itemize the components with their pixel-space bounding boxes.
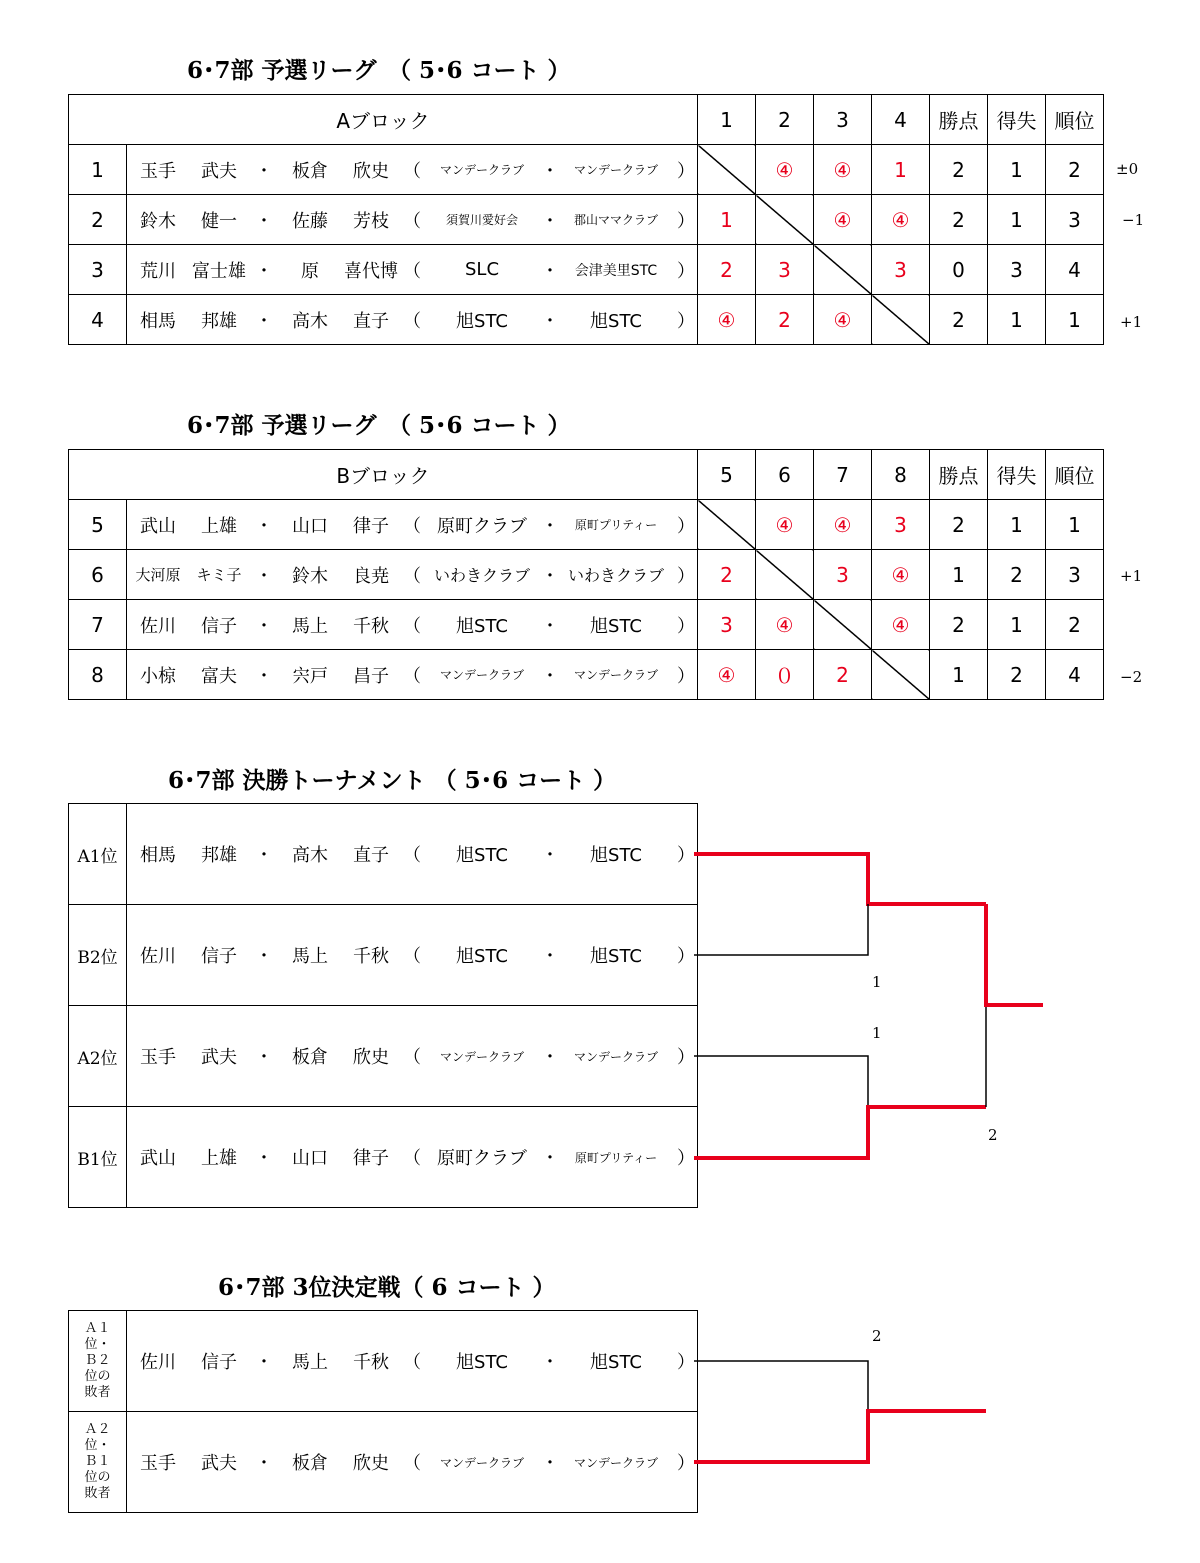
- club-name: マンデークラブ: [439, 163, 524, 177]
- player-given: 喜代博: [344, 260, 398, 282]
- club-name: マンデークラブ: [439, 668, 524, 682]
- points-header: 勝点: [930, 95, 988, 145]
- match-result: ④: [872, 550, 930, 600]
- col-num: 6: [756, 450, 814, 500]
- club-name: いわきクラブ: [567, 566, 664, 585]
- col-num: 5: [698, 450, 756, 500]
- entry-number: 6: [69, 550, 127, 600]
- match-result: 1: [872, 145, 930, 195]
- points-value: 0: [930, 245, 988, 295]
- seed-label: A2位: [69, 1006, 127, 1107]
- player-given: 直子: [353, 845, 389, 866]
- col-num: 7: [814, 450, 872, 500]
- entry-number: 3: [69, 245, 127, 295]
- separator-dot: ・: [255, 1148, 273, 1169]
- player-given: 千秋: [353, 946, 389, 967]
- points-header: 勝点: [930, 450, 988, 500]
- separator-dot: ・: [255, 615, 273, 637]
- seed-label: A1位: [69, 804, 127, 905]
- col-num: 2: [756, 95, 814, 145]
- paren-open: （: [403, 1453, 421, 1474]
- match-result: 2: [756, 295, 814, 345]
- seed-text: Ａ１位・Ｂ２位の敗者: [84, 1321, 111, 1400]
- player-surname: 板倉: [292, 1047, 328, 1068]
- player-given: キミ子: [196, 566, 242, 584]
- rank-value: 1: [1046, 295, 1104, 345]
- separator-dot: ・: [541, 565, 559, 587]
- block-label: Aブロック: [69, 95, 698, 145]
- match-result: ④: [814, 145, 872, 195]
- paren-close: ）: [677, 260, 695, 282]
- club-name: マンデークラブ: [439, 1049, 524, 1064]
- player-given: 武夫: [201, 1047, 237, 1068]
- player-given: 邦雄: [201, 310, 237, 332]
- diff-value: 1: [988, 600, 1046, 650]
- block-a-title: 6･7部 予選リーグ （ 5･6 コート ）: [187, 57, 571, 84]
- separator-dot: ・: [255, 260, 273, 282]
- separator-dot: ・: [541, 260, 559, 282]
- separator-dot: ・: [255, 515, 273, 537]
- player-surname: 鈴木: [140, 210, 176, 232]
- club-name: 旭STC: [590, 946, 642, 967]
- match-result: 1: [698, 195, 756, 245]
- rank-value: 2: [1046, 600, 1104, 650]
- points-value: 1: [930, 550, 988, 600]
- adjustment-note: +1: [1120, 567, 1143, 585]
- points-value: 2: [930, 145, 988, 195]
- separator-dot: ・: [255, 1047, 273, 1068]
- player-surname: 山口: [292, 1148, 328, 1169]
- score-label: 2: [872, 1327, 882, 1345]
- player-surname: 玉手: [140, 160, 176, 182]
- player-surname: 山口: [292, 515, 328, 537]
- player-given: 直子: [353, 310, 389, 332]
- player-surname: 玉手: [140, 1453, 176, 1474]
- paren-close: ）: [677, 615, 695, 637]
- points-value: 2: [930, 600, 988, 650]
- bracket-line-loser: [694, 904, 868, 955]
- match-result: 3: [814, 550, 872, 600]
- rank-value: 4: [1046, 245, 1104, 295]
- separator-dot: ・: [255, 946, 273, 967]
- club-name: 旭STC: [456, 1352, 508, 1373]
- col-num: 8: [872, 450, 930, 500]
- separator-dot: ・: [541, 1148, 559, 1169]
- match-result: ④: [814, 295, 872, 345]
- club-name: マンデークラブ: [439, 1455, 524, 1470]
- entry-number: 5: [69, 500, 127, 550]
- paren-close: ）: [677, 310, 695, 332]
- rank-header: 順位: [1046, 450, 1104, 500]
- player-given: 千秋: [353, 1352, 389, 1373]
- club-name: 会津美里STC: [574, 262, 658, 279]
- club-name: 旭STC: [456, 946, 508, 967]
- match-result: ④: [872, 600, 930, 650]
- seed-label: B2位: [69, 905, 127, 1006]
- paren-close: ）: [677, 1453, 695, 1474]
- match-result: ④: [814, 195, 872, 245]
- player-surname: 佐川: [140, 1352, 176, 1373]
- third-title: 6･7部 3位決定戦（ 6 コート ）: [218, 1274, 556, 1301]
- entry-number: 7: [69, 600, 127, 650]
- separator-dot: ・: [255, 1453, 273, 1474]
- separator-dot: ・: [255, 210, 273, 232]
- player-surname: 佐川: [140, 615, 176, 637]
- player-surname: 高木: [292, 310, 328, 332]
- diff-value: 2: [988, 550, 1046, 600]
- player-given: 律子: [353, 515, 389, 537]
- points-value: 2: [930, 195, 988, 245]
- player-given: 信子: [201, 1352, 237, 1373]
- col-num: 4: [872, 95, 930, 145]
- club-name: 原町プリティー: [574, 1150, 658, 1165]
- separator-dot: ・: [255, 565, 273, 587]
- rank-header: 順位: [1046, 95, 1104, 145]
- separator-dot: ・: [255, 665, 273, 687]
- separator-dot: ・: [541, 946, 559, 967]
- separator-dot: ・: [541, 845, 559, 866]
- player-given: 信子: [201, 615, 237, 637]
- paren-open: （: [403, 310, 421, 332]
- paren-open: （: [403, 665, 421, 687]
- separator-dot: ・: [541, 1352, 559, 1373]
- match-result: 2: [698, 550, 756, 600]
- player-surname: 馬上: [292, 946, 328, 967]
- separator-dot: ・: [541, 515, 559, 537]
- player-surname: 馬上: [292, 615, 328, 637]
- club-name: 須賀川愛好会: [445, 213, 518, 227]
- match-result: ④: [872, 195, 930, 245]
- player-surname: 小椋: [140, 665, 176, 687]
- club-name: マンデークラブ: [573, 163, 658, 177]
- paren-open: （: [403, 1352, 421, 1373]
- club-name: 旭STC: [590, 845, 642, 866]
- score-label: 1: [872, 973, 882, 991]
- bracket-line-winner: [694, 1107, 986, 1158]
- club-name: 原町クラブ: [437, 515, 527, 537]
- diff-value: 1: [988, 145, 1046, 195]
- player-given: 上雄: [201, 1148, 237, 1169]
- adjustment-note: −2: [1120, 668, 1143, 686]
- paren-close: ）: [677, 1148, 695, 1169]
- club-name: 旭STC: [590, 310, 642, 332]
- paren-open: （: [403, 1047, 421, 1068]
- separator-dot: ・: [541, 615, 559, 637]
- match-result: ④: [698, 650, 756, 700]
- player-surname: 玉手: [140, 1047, 176, 1068]
- player-surname: 高木: [292, 845, 328, 866]
- paren-close: ）: [677, 210, 695, 232]
- club-name: 旭STC: [590, 1352, 642, 1373]
- col-num: 1: [698, 95, 756, 145]
- player-given: 邦雄: [201, 845, 237, 866]
- club-name: 旭STC: [456, 615, 508, 637]
- points-value: 1: [930, 650, 988, 700]
- separator-dot: ・: [541, 160, 559, 182]
- diff-header: 得失: [988, 95, 1046, 145]
- player-given: 富士雄: [192, 260, 246, 282]
- bracket-line-loser: [694, 1056, 868, 1107]
- entry-number: 2: [69, 195, 127, 245]
- rank-value: 4: [1046, 650, 1104, 700]
- club-name: マンデークラブ: [573, 668, 658, 682]
- player-surname: 板倉: [292, 160, 328, 182]
- player-given: 芳枝: [353, 210, 389, 232]
- separator-dot: ・: [255, 160, 273, 182]
- player-given: 武夫: [201, 160, 237, 182]
- paren-open: （: [403, 160, 421, 182]
- diff-header: 得失: [988, 450, 1046, 500]
- player-surname: 佐川: [140, 946, 176, 967]
- paren-close: ）: [677, 565, 695, 587]
- paren-open: （: [403, 210, 421, 232]
- adjustment-note: ±0: [1116, 160, 1139, 178]
- player-surname: 荒川: [140, 260, 176, 282]
- paren-close: ）: [677, 160, 695, 182]
- club-name: マンデークラブ: [573, 1455, 658, 1470]
- player-given: 欣史: [353, 1047, 389, 1068]
- diff-value: 1: [988, 500, 1046, 550]
- player-given: 律子: [353, 1148, 389, 1169]
- match-result: 3: [872, 245, 930, 295]
- block-b-title: 6･7部 予選リーグ （ 5･6 コート ）: [187, 412, 571, 439]
- separator-dot: ・: [541, 665, 559, 687]
- separator-dot: ・: [541, 310, 559, 332]
- match-result: 3: [756, 245, 814, 295]
- entry-number: 4: [69, 295, 127, 345]
- player-surname: 馬上: [292, 1352, 328, 1373]
- player-surname: 佐藤: [292, 210, 328, 232]
- points-value: 2: [930, 500, 988, 550]
- club-name: SLC: [464, 259, 500, 280]
- club-name: 郡山ママクラブ: [573, 213, 658, 227]
- player-surname: 相馬: [140, 310, 176, 332]
- player-given: 信子: [201, 946, 237, 967]
- player-surname: 武山: [140, 515, 176, 537]
- rank-value: 1: [1046, 500, 1104, 550]
- match-result: 2: [814, 650, 872, 700]
- diff-value: 1: [988, 195, 1046, 245]
- paren-open: （: [403, 946, 421, 967]
- separator-dot: ・: [255, 845, 273, 866]
- separator-dot: ・: [541, 210, 559, 232]
- player-given: 昌子: [353, 665, 389, 687]
- match-result: 2: [698, 245, 756, 295]
- match-result: 3: [698, 600, 756, 650]
- entry-number: 8: [69, 650, 127, 700]
- paren-open: （: [403, 1148, 421, 1169]
- diff-value: 2: [988, 650, 1046, 700]
- bracket-line-winner: [694, 1411, 986, 1462]
- player-given: 富夫: [201, 665, 237, 687]
- player-given: 千秋: [353, 615, 389, 637]
- rank-value: 3: [1046, 550, 1104, 600]
- seed-text: Ａ２位・Ｂ１位の敗者: [84, 1422, 111, 1501]
- bracket-line-winner: [694, 854, 986, 904]
- player-given: 良尭: [353, 565, 389, 587]
- player-surname: 原: [301, 260, 319, 282]
- match-result: 3: [872, 500, 930, 550]
- paren-close: ）: [677, 665, 695, 687]
- player-surname: 大河原: [135, 566, 181, 584]
- block-label: Bブロック: [69, 450, 698, 500]
- match-result: ④: [756, 500, 814, 550]
- player-surname: 相馬: [140, 845, 176, 866]
- paren-close: ）: [677, 1047, 695, 1068]
- separator-dot: ・: [255, 310, 273, 332]
- player-surname: 武山: [140, 1148, 176, 1169]
- player-surname: 鈴木: [292, 565, 328, 587]
- club-name: いわきクラブ: [433, 566, 530, 585]
- paren-close: ）: [677, 515, 695, 537]
- paren-close: ）: [677, 845, 695, 866]
- separator-dot: ・: [541, 1453, 559, 1474]
- player-surname: 板倉: [292, 1453, 328, 1474]
- player-given: 欣史: [353, 1453, 389, 1474]
- diff-value: 3: [988, 245, 1046, 295]
- col-num: 3: [814, 95, 872, 145]
- paren-open: （: [403, 565, 421, 587]
- diff-value: 1: [988, 295, 1046, 345]
- score-label: 1: [872, 1024, 882, 1042]
- paren-open: （: [403, 260, 421, 282]
- player-surname: 宍戸: [292, 665, 328, 687]
- paren-close: ）: [677, 1352, 695, 1373]
- final-title: 6･7部 決勝トーナメント （ 5･6 コート ）: [168, 767, 617, 794]
- player-given: 上雄: [201, 515, 237, 537]
- player-given: 武夫: [201, 1453, 237, 1474]
- match-result: ④: [814, 500, 872, 550]
- match-result: ④: [756, 145, 814, 195]
- match-result: ０: [756, 650, 814, 700]
- paren-close: ）: [677, 946, 695, 967]
- player-given: 健一: [201, 210, 237, 232]
- separator-dot: ・: [541, 1047, 559, 1068]
- paren-open: （: [403, 615, 421, 637]
- paren-open: （: [403, 845, 421, 866]
- rank-value: 2: [1046, 145, 1104, 195]
- club-name: 原町クラブ: [437, 1148, 527, 1169]
- match-result: ④: [756, 600, 814, 650]
- adjustment-note: −1: [1122, 211, 1145, 229]
- club-name: 旭STC: [456, 310, 508, 332]
- club-name: 原町プリティー: [574, 518, 658, 532]
- rank-value: 3: [1046, 195, 1104, 245]
- club-name: マンデークラブ: [573, 1049, 658, 1064]
- club-name: 旭STC: [456, 845, 508, 866]
- club-name: 旭STC: [590, 615, 642, 637]
- adjustment-note: +1: [1120, 313, 1143, 331]
- seed-label: B1位: [69, 1107, 127, 1208]
- score-label: 2: [988, 1126, 998, 1144]
- separator-dot: ・: [255, 1352, 273, 1373]
- bracket-line-winner: [986, 904, 1043, 1005]
- entry-number: 1: [69, 145, 127, 195]
- player-given: 欣史: [353, 160, 389, 182]
- bracket-line-loser: [694, 1361, 868, 1411]
- points-value: 2: [930, 295, 988, 345]
- paren-open: （: [403, 515, 421, 537]
- match-result: ④: [698, 295, 756, 345]
